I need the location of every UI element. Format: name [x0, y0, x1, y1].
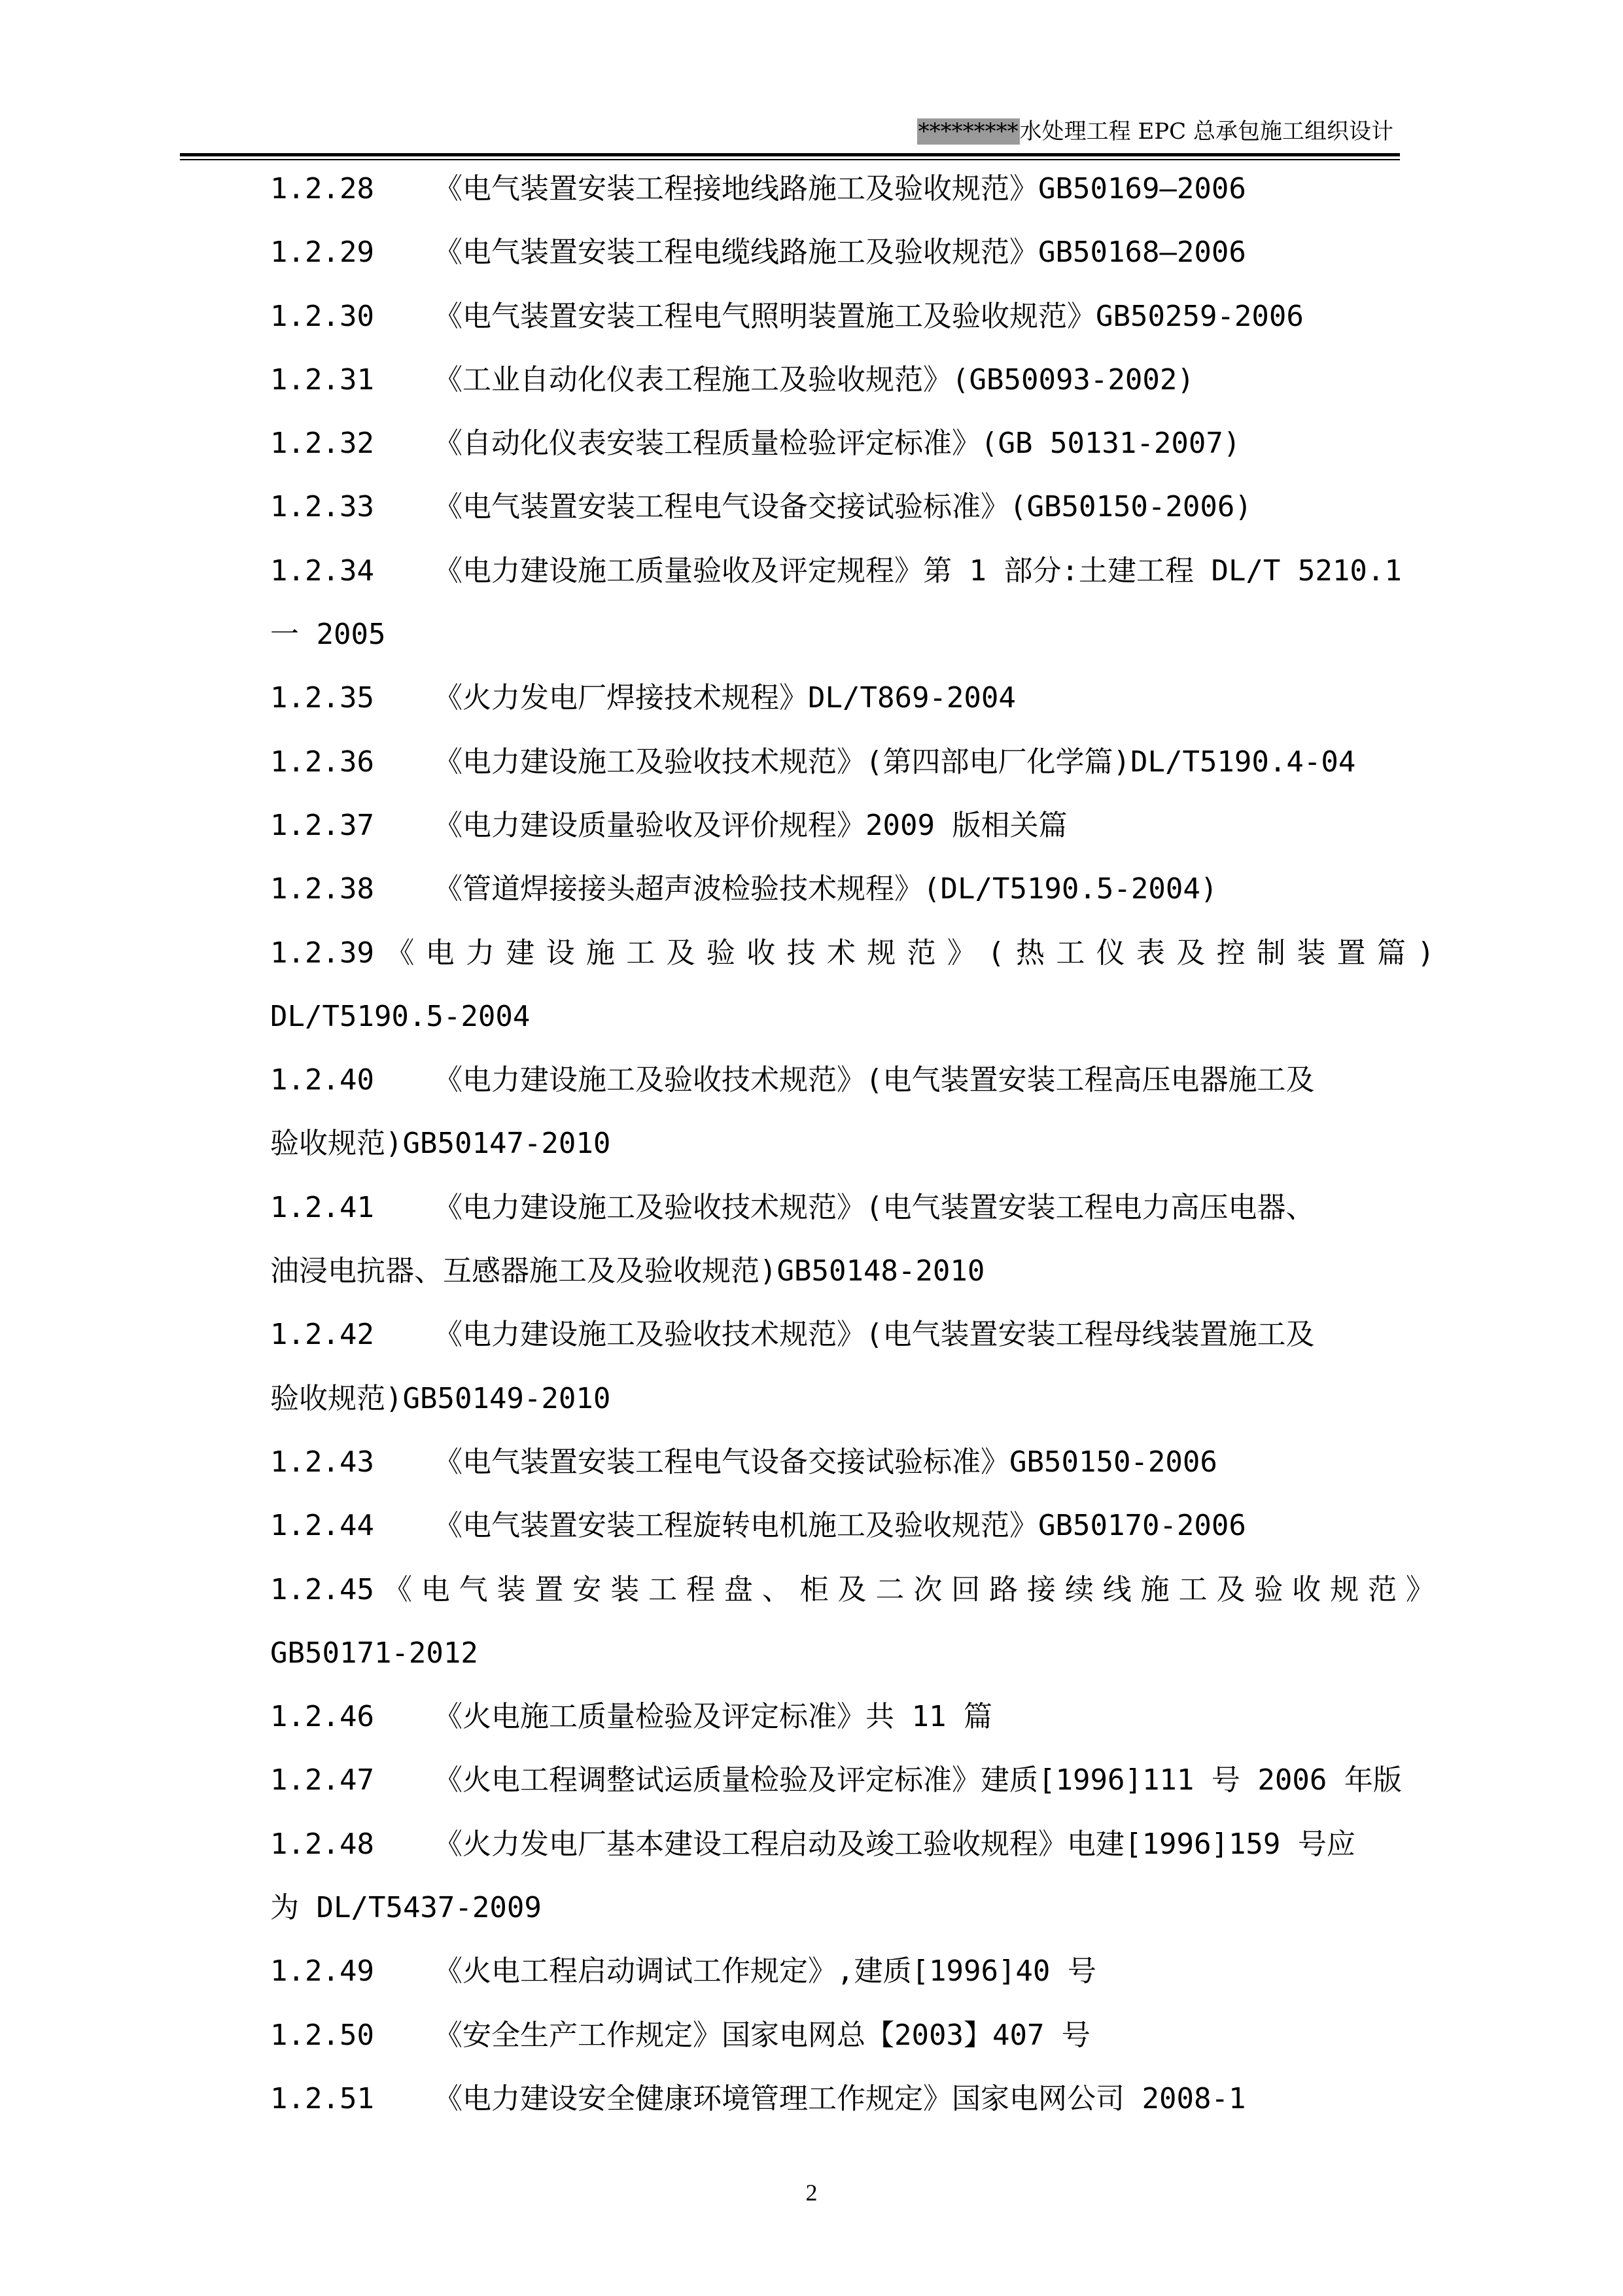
list-item: [270, 285, 1435, 348]
page-header: [180, 113, 1400, 152]
item-text-char: 回: [951, 1572, 981, 1606]
item-text: 《火电工程启动调试工作规定》,建质[1996]40 号: [434, 1954, 1096, 1988]
list-item: [270, 1494, 1435, 1557]
header-title-text: 水处理工程 EPC 总承包施工组织设计: [1019, 118, 1393, 145]
item-text-char: 工: [648, 1572, 678, 1606]
item-text-char: 》: [947, 936, 976, 970]
item-text-char: 仪: [1096, 936, 1125, 970]
item-text-char: 气: [459, 1572, 488, 1606]
item-text-char: (: [987, 936, 1005, 970]
item-text: 《电气装置安装工程电气设备交接试验标准》(GB50150-2006): [434, 490, 1252, 524]
item-text-char: 规: [867, 936, 896, 970]
item-number: 1.2.33: [270, 490, 374, 524]
item-text: 《电力建设安全健康环境管理工作规定》国家电网公司 2008-1: [434, 2081, 1246, 2115]
list-item: [270, 1558, 1435, 1621]
item-number: 1.2.31: [270, 362, 374, 397]
item-text-char: ): [1417, 936, 1435, 970]
item-text-char: 》: [1405, 1572, 1435, 1606]
item-text-char: 线: [1102, 1572, 1132, 1606]
item-text-char: 工: [1178, 1572, 1208, 1606]
list-item-continuation: 验收规范)GB50149-2010: [270, 1381, 611, 1415]
list-item: [270, 1939, 1435, 2003]
header-title: [917, 113, 1393, 150]
list-item: [270, 666, 1435, 730]
item-text-char: 装: [1297, 936, 1326, 970]
item-number: 1.2.40: [270, 1063, 374, 1097]
item-number: 1.2.44: [270, 1509, 374, 1543]
item-number: 1.2.48: [270, 1827, 374, 1861]
item-text-char: 建: [506, 936, 535, 970]
item-text-char: 验: [1254, 1572, 1283, 1606]
item-text-char: 范: [1368, 1572, 1397, 1606]
list-item: [270, 921, 1435, 985]
item-text: 《电力建设质量验收及评价规程》2009 版相关篇: [434, 808, 1068, 842]
item-text-char: 盘: [724, 1572, 753, 1606]
standards-list: [270, 157, 1435, 2130]
list-item-continuation: 油浸电抗器、互感器施工及及验收规范)GB50148-2010: [270, 1254, 985, 1288]
item-text: 《电力建设施工及验收技术规范》(第四部电厂化学篇)DL/T5190.4-04: [434, 745, 1356, 779]
item-text-char: 路: [989, 1572, 1019, 1606]
list-item: [270, 1812, 1435, 1876]
list-item: [270, 730, 1435, 794]
item-text-char: 技: [786, 936, 816, 970]
item-text-char: 程: [686, 1572, 715, 1606]
item-text-char: 安: [572, 1572, 602, 1606]
item-text-char: 及: [1176, 936, 1206, 970]
item-number: 1.2.30: [270, 299, 374, 333]
item-number: 1.2.43: [270, 1445, 374, 1479]
item-text-char: 表: [1136, 936, 1166, 970]
item-text-char: 收: [746, 936, 776, 970]
item-text-char: 验: [706, 936, 735, 970]
item-text-char: 规: [1330, 1572, 1359, 1606]
item-text: 《工业自动化仪表工程施工及验收规范》(GB50093-2002): [434, 362, 1195, 397]
item-text: 《电力建设施工及验收技术规范》(电气装置安装工程母线装置施工及: [434, 1318, 1315, 1352]
list-item: [270, 1685, 1435, 1748]
item-number: 1.2.28: [270, 172, 374, 205]
item-text-char: 及: [837, 1572, 867, 1606]
item-text-char: 柜: [799, 1572, 829, 1606]
item-text: 《电气装置安装工程接地线路施工及验收规范》GB50169—2006: [434, 172, 1246, 205]
item-text: 《火电工程调整试运质量检验及评定标准》建质[1996]111 号 2006 年版: [434, 1763, 1402, 1797]
item-text-char: 范: [907, 936, 936, 970]
list-item: [270, 1176, 1435, 1239]
item-text-char: 篇: [1376, 936, 1406, 970]
item-text-char: 《: [383, 1572, 412, 1606]
list-item-continuation: GB50171-2012: [270, 1636, 478, 1670]
item-text-char: 收: [1292, 1572, 1321, 1606]
list-item: [270, 221, 1435, 284]
item-text-char: 《: [385, 936, 415, 970]
item-text: 《火力发电厂焊接技术规程》DL/T869-2004: [434, 681, 1016, 715]
item-text: 《安全生产工作规定》国家电网总【2003】407 号: [434, 2018, 1091, 2052]
list-item: [270, 857, 1435, 921]
header-rule-thick: [180, 153, 1400, 156]
list-item: [270, 157, 1435, 221]
item-number: 1.2.46: [270, 1700, 374, 1734]
item-number: 1.2.41: [270, 1190, 374, 1224]
list-item: [270, 1748, 1435, 1812]
item-number: 1.2.45: [270, 1572, 374, 1606]
item-text: 《电气装置安装工程电缆线路施工及验收规范》GB50168—2006: [434, 236, 1246, 270]
list-item-continuation: DL/T5190.5-2004: [270, 999, 531, 1033]
item-text-char: 装: [610, 1572, 640, 1606]
item-text: 《电力建设施工及验收技术规范》(电气装置安装工程高压电器施工及: [434, 1063, 1315, 1097]
item-text: 《管道焊接接头超声波检验技术规程》(DL/T5190.5-2004): [434, 872, 1218, 906]
item-text-char: 及: [1216, 1572, 1246, 1606]
item-text: 《火电施工质量检验及评定标准》共 11 篇: [434, 1700, 992, 1734]
item-text-char: 置: [534, 1572, 564, 1606]
item-text-char: 工: [626, 936, 655, 970]
item-text-char: 置: [1336, 936, 1366, 970]
item-number: 1.2.49: [270, 1954, 374, 1988]
list-item: [270, 475, 1435, 539]
list-item: [270, 539, 1435, 603]
list-item-continuation: 一 2005: [270, 618, 386, 652]
item-number: 1.2.47: [270, 1763, 374, 1797]
item-text-char: 力: [465, 936, 495, 970]
list-item: [270, 1303, 1435, 1366]
item-text: 《电气装置安装工程电气照明装置施工及验收规范》GB50259-2006: [434, 299, 1304, 333]
list-item: [270, 1048, 1435, 1112]
item-text-char: 及: [666, 936, 695, 970]
item-text-char: 、: [761, 1572, 791, 1606]
item-text-char: 术: [826, 936, 856, 970]
list-item: [270, 348, 1435, 412]
item-number: 1.2.36: [270, 745, 374, 779]
item-text-char: 控: [1216, 936, 1246, 970]
item-text-char: 二: [875, 1572, 905, 1606]
item-text: 《电气装置安装工程电气设备交接试验标准》GB50150-2006: [434, 1445, 1217, 1479]
item-number: 1.2.35: [270, 681, 374, 715]
list-item: [270, 794, 1435, 857]
item-text-char: 接: [1026, 1572, 1056, 1606]
item-number: 1.2.51: [270, 2081, 374, 2115]
item-number: 1.2.42: [270, 1318, 374, 1352]
item-number: 1.2.38: [270, 872, 374, 906]
item-text-char: 工: [1056, 936, 1085, 970]
item-text-char: 电: [421, 1572, 450, 1606]
item-number: 1.2.37: [270, 808, 374, 842]
item-text-char: 次: [913, 1572, 943, 1606]
item-number: 1.2.39: [270, 936, 374, 970]
item-text-char: 施: [585, 936, 615, 970]
item-text: 《火力发电厂基本建设工程启动及竣工验收规程》电建[1996]159 号应: [434, 1827, 1355, 1861]
page-number: 2: [805, 2180, 818, 2206]
list-item-continuation: 为 DL/T5437-2009: [270, 1891, 542, 1925]
item-number: 1.2.32: [270, 427, 374, 461]
item-number: 1.2.50: [270, 2018, 374, 2052]
item-text-char: 施: [1140, 1572, 1170, 1606]
item-text: 《电力建设施工质量验收及评定规程》第 1 部分:土建工程 DL/T 5210.1: [434, 554, 1402, 588]
item-text: 《电气装置安装工程旋转电机施工及验收规范》GB50170-2006: [434, 1509, 1246, 1543]
item-text-char: 热: [1016, 936, 1045, 970]
item-text: 《自动化仪表安装工程质量检验评定标准》(GB 50131-2007): [434, 427, 1241, 461]
item-number: 1.2.29: [270, 236, 374, 270]
list-item: [270, 2067, 1435, 2130]
item-text-char: 设: [546, 936, 575, 970]
item-text-char: 续: [1064, 1572, 1094, 1606]
list-item-continuation: 验收规范)GB50147-2010: [270, 1127, 611, 1161]
item-number: 1.2.34: [270, 554, 374, 588]
item-text-char: 电: [425, 936, 455, 970]
list-item: [270, 2004, 1435, 2067]
item-text-char: 制: [1257, 936, 1285, 970]
header-masked-name: *********: [918, 118, 1019, 145]
item-text-char: 装: [497, 1572, 526, 1606]
list-item: [270, 412, 1435, 475]
list-item: [270, 1430, 1435, 1494]
item-text: 《电力建设施工及验收技术规范》(电气装置安装工程电力高压电器、: [434, 1190, 1315, 1224]
